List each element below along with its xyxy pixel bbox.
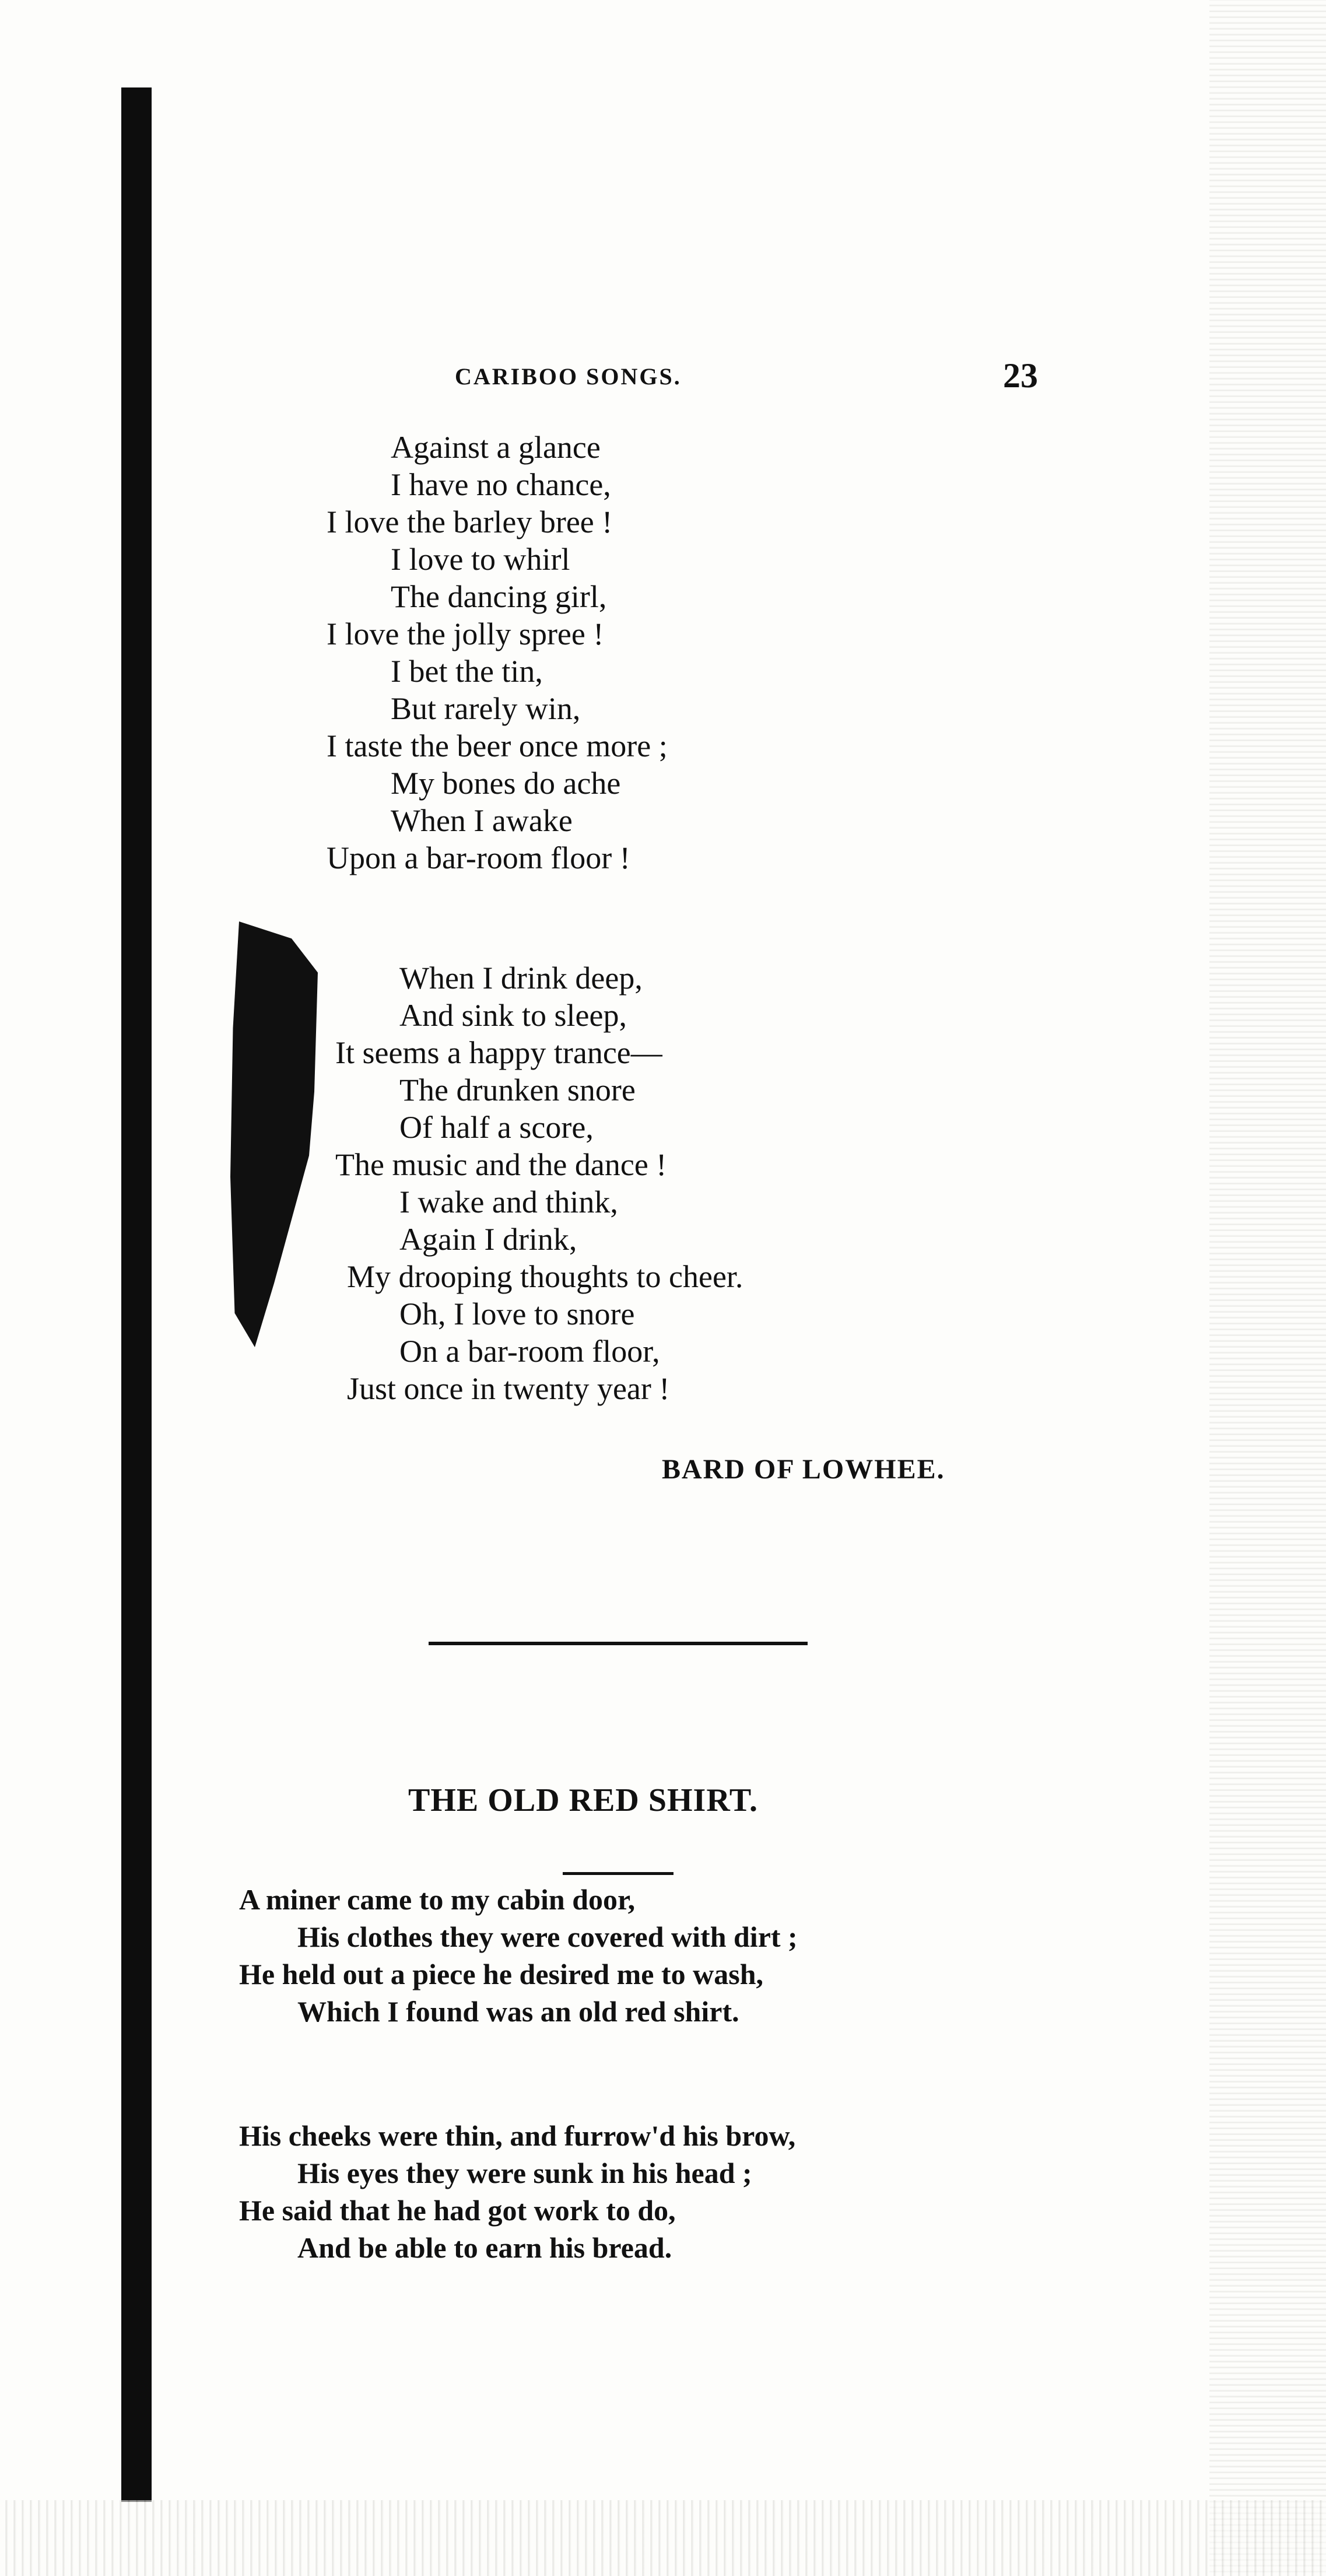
verse-line: The music and the dance !	[335, 1147, 667, 1182]
page-bottom-wear	[0, 2500, 1326, 2576]
verse-line: Oh, I love to snore	[399, 1296, 635, 1331]
verse-line: I have no chance,	[391, 467, 611, 502]
verse-line: On a bar-room floor,	[399, 1334, 660, 1369]
verse-line: Upon a bar-room floor !	[327, 840, 630, 875]
verse-line: A miner came to my cabin door,	[239, 1883, 636, 1916]
verse-line: I wake and think,	[399, 1184, 618, 1219]
verse-line: The dancing girl,	[391, 579, 607, 614]
running-head	[350, 356, 1038, 402]
section-divider	[429, 1642, 808, 1645]
title-rule	[563, 1872, 673, 1875]
verse-line: I bet the tin,	[391, 654, 543, 689]
verse-line: His cheeks were thin, and furrow'd his brow,	[239, 2119, 796, 2152]
running-title: CARIBOO SONGS.	[455, 363, 682, 390]
verse-line: He held out a piece he desired me to wash,	[239, 1958, 764, 1990]
verse-line: But rarely win,	[391, 691, 581, 726]
ink-stain	[230, 921, 318, 1347]
binding-spine	[121, 87, 152, 2502]
verse-line: I love the jolly spree !	[327, 616, 604, 651]
verse-line: And be able to earn his bread.	[297, 2231, 672, 2264]
page-number: 23	[1003, 356, 1038, 395]
verse-line: His eyes they were sunk in his head ;	[297, 2157, 752, 2189]
page-edge-wear	[1209, 0, 1326, 2576]
verse-line: The drunken snore	[399, 1073, 636, 1107]
verse-line: When I awake	[391, 803, 573, 838]
verse-line: Of half a score,	[399, 1110, 594, 1145]
verse-line: And sink to sleep,	[399, 998, 627, 1033]
verse-line: He said that he had got work to do,	[239, 2194, 676, 2227]
verse-line: It seems a happy trance—	[335, 1035, 662, 1070]
poem-attribution: BARD OF LOWHEE.	[662, 1454, 945, 1485]
verse-line: I love the barley bree !	[327, 504, 613, 539]
verse-line: Which I found was an old red shirt.	[297, 1995, 739, 2028]
verse-line: Just once in twenty year !	[347, 1371, 670, 1406]
verse-line: His clothes they were covered with dirt ;	[297, 1920, 798, 1953]
verse-line: I taste the beer once more ;	[327, 728, 668, 763]
verse-line: I love to whirl	[391, 542, 570, 577]
verse-line: My bones do ache	[391, 766, 621, 801]
verse-line: My drooping thoughts to cheer.	[347, 1259, 743, 1294]
verse-line: Again I drink,	[399, 1222, 577, 1257]
verse-line: Against a glance	[391, 430, 601, 465]
song-title: THE OLD RED SHIRT.	[408, 1782, 759, 1818]
verse-line: When I drink deep,	[399, 961, 643, 996]
